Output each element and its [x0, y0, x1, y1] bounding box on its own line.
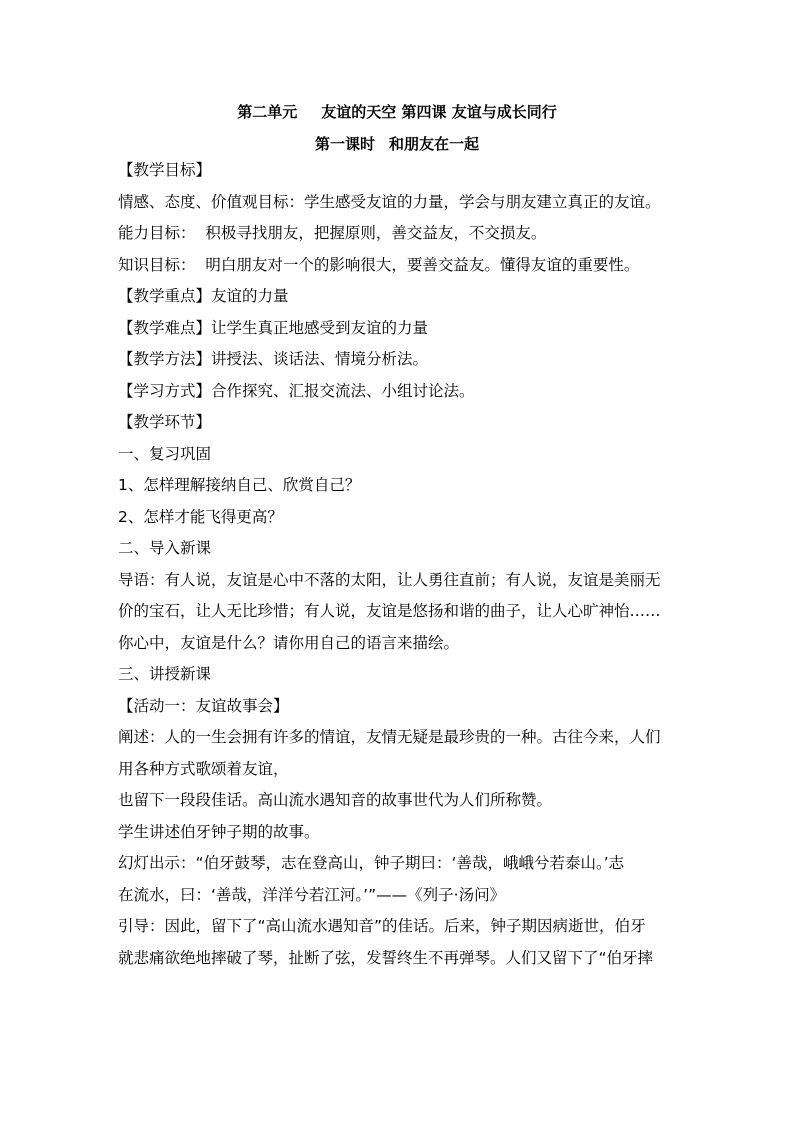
learning-method: 【学习方式】合作探究、汇报交流法、小组讨论法。 — [118, 381, 475, 400]
guidance-paragraph-line: 就悲痛欲绝地摔破了琴，扯断了弦，发誓终生不再弹琴。人们又留下了“伯牙摔 — [118, 948, 654, 967]
story-intro-line: 也留下一段段佳话。高山流水遇知音的故事世代为人们所称赞。 — [118, 791, 553, 809]
section-heading-steps: 【教学环节】 — [118, 413, 212, 431]
activity-one-heading: 【活动一：友谊故事会】 — [118, 696, 289, 715]
guidance-paragraph-line: 引导：因此，留下了“高山流水遇知音”的佳话。后来，钟子期因病逝世，伯牙 — [118, 917, 646, 935]
review-question-2: 2、怎样才能飞得更高？ — [118, 507, 283, 526]
step-intro-heading: 二、导入新课 — [118, 539, 212, 557]
review-question-1: 1、怎样理解接纳自己、欣赏自己？ — [118, 476, 361, 494]
teaching-focus: 【教学重点】友谊的力量 — [118, 287, 289, 305]
objective-ability: 能力目标： 积极寻找朋友，把握原则，善交益友，不交损友。 — [118, 224, 547, 242]
intro-paragraph-line: 你心中，友谊是什么？请你用自己的语言来描绘。 — [118, 633, 460, 652]
subtitle-lesson: 第一课时 — [314, 135, 375, 153]
student-story-line: 学生讲述伯牙钟子期的故事。 — [118, 822, 320, 841]
teaching-method: 【教学方法】讲授法、谈话法、情境分析法。 — [118, 350, 429, 368]
step-new-lesson-heading: 三、讲授新课 — [118, 665, 212, 683]
slide-quote-line: 幻灯出示：“伯牙鼓琴，志在登高山，钟子期曰：‘善哉，峨峨兮若泰山。’志 — [118, 854, 625, 872]
teaching-difficulty: 【教学难点】让学生真正地感受到友谊的力量 — [118, 318, 429, 337]
step-review-heading: 一、复习巩固 — [118, 444, 212, 463]
intro-paragraph-line: 价的宝石，让人无比珍惜；有人说，友谊是悠扬和谐的曲子，让人心旷神怡…… — [118, 602, 661, 620]
title-rest: 友谊的天空 第四课 友谊与成长同行 — [321, 103, 557, 121]
elaboration-paragraph-line: 阐述：人的一生会拥有许多的情谊，友情无疑是最珍贵的一种。古往今来，人们 — [118, 728, 661, 746]
document-title — [0, 102, 794, 122]
section-heading-objectives: 【教学目标】 — [118, 161, 212, 179]
document-subtitle — [0, 134, 794, 154]
subtitle-name: 和朋友在一起 — [389, 135, 480, 153]
intro-paragraph-line: 导语：有人说，友谊是心中不落的太阳，让人勇往直前；有人说，友谊是美丽无 — [118, 570, 661, 589]
slide-quote-line: 在流水，曰：‘善哉，洋洋兮若江河。’”——《列子·汤问》 — [118, 885, 506, 904]
elaboration-paragraph-line: 用各种方式歌颂着友谊， — [118, 759, 289, 778]
title-unit: 第二单元 — [237, 103, 298, 121]
objective-knowledge: 知识目标： 明白朋友对一个的影响很大，要善交益友。懂得友谊的重要性。 — [118, 255, 640, 274]
objective-emotion: 情感、态度、价值观目标：学生感受友谊的力量，学会与朋友建立真正的友谊。 — [118, 192, 661, 211]
document-body — [118, 160, 678, 979]
